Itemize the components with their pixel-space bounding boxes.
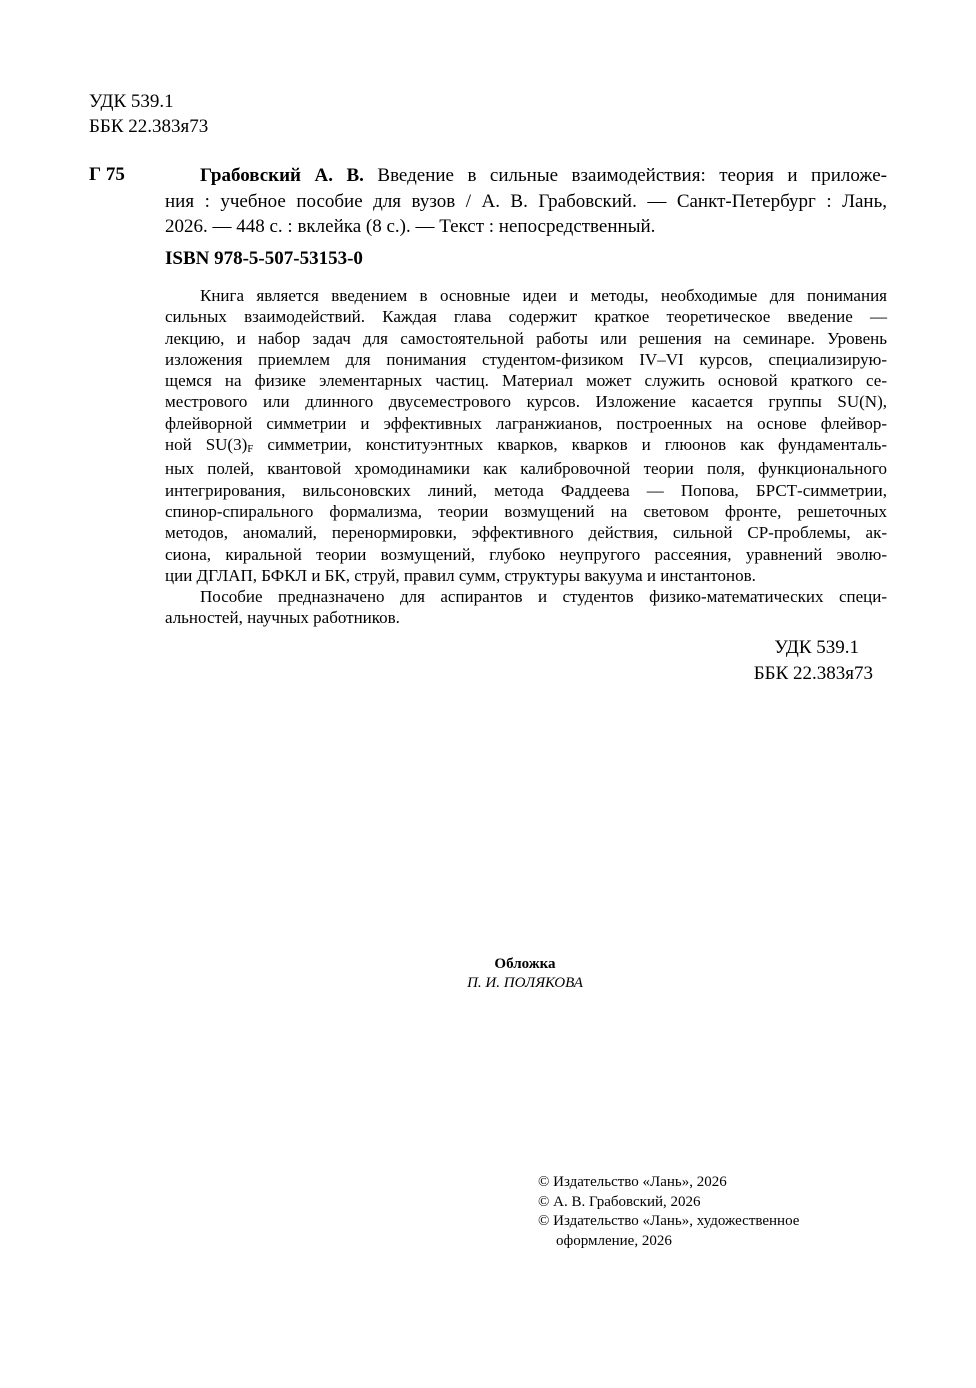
annotation-text: симметрии, конституэнтных кварков, кварков и глюонов как фундаменталь- (253, 435, 888, 455)
annotation-line (165, 434, 887, 458)
udk-bbk-header (89, 89, 208, 139)
cover-credit (400, 955, 650, 993)
annotation-line: лекцию, и набор задач для самостоятельной работы или решения на семинаре. Уровень (165, 328, 887, 348)
bib-line-2: ния : учебное пособие для вузов / А. В. Грабовский. — Санкт-Петербург : Лань, (165, 190, 887, 212)
flavor-subscript: F (247, 443, 254, 456)
annotation-line: альностей, научных работников. (165, 608, 400, 628)
annotation-line: флейворной симметрии и эффективных лагранжианов, построенных на основе флейвор- (165, 413, 887, 433)
annotation-line: интегрирования, вильсоновских линий, метода Фаддеева — Попова, БРСТ-симметрии, (165, 480, 887, 500)
bib-line-3: 2026. — 448 с. : вклейка (8 с.). — Текст : непосредственный. (165, 216, 656, 237)
copyright-line: © А. В. Грабовский, 2026 (538, 1193, 701, 1210)
annotation-line: местрового или длинного двусеместрового курсов. Изложение касается группы SU(N), (165, 392, 887, 412)
annotation-line: ных полей, квантовой хромодинамики как калибровочной теории поля, функционального (165, 459, 887, 479)
cover-designer: П. И. ПОЛЯКОВА (467, 975, 583, 991)
cover-label: Обложка (494, 956, 556, 972)
annotation-line: изложения приемлем для понимания студентом-физиком IV–VI курсов, специализирую- (165, 349, 887, 369)
book-title: Введение в сильные взаимодействия: теория и приложе- (377, 165, 888, 186)
annotation-text: ной SU(3) (165, 435, 248, 455)
udk-code-bottom: УДК 539.1 (774, 637, 859, 658)
annotation-line: ции ДГЛАП, БФКЛ и БК, струй, правил сумм, структуры вакуума и инстантонов. (165, 565, 756, 585)
author-name: Грабовский А. В. (200, 165, 364, 186)
udk-code: УДК 539.1 (89, 91, 174, 112)
copyright-notice (538, 1173, 799, 1251)
udk-bbk-footer (754, 635, 873, 686)
copyright-line: © Издательство «Лань», 2026 (538, 1174, 727, 1190)
isbn: ISBN 978-5-507-53153-0 (165, 248, 363, 269)
copyright-line: оформление, 2026 (556, 1232, 672, 1249)
annotation-line: Книга является введением в основные идеи и методы, необходимые для понимания (200, 286, 887, 305)
copyright-line: © Издательство «Лань», художественное (538, 1213, 800, 1229)
annotation-line: сильных взаимодействий. Каждая глава содержит краткое теоретическое введение — (165, 307, 887, 327)
bbk-code: ББК 22.383я73 (89, 116, 209, 137)
author-mark: Г 75 (89, 164, 125, 185)
bib-line-1 (165, 163, 887, 189)
annotation-line: щемся на физике элементарных частиц. Материал может служить основой краткого се- (165, 371, 887, 391)
annotation-line: сиона, киральной теории возмущений, глубоко неупругого рассеяния, уравнений эволю- (165, 544, 887, 564)
annotation-line: Пособие предназначено для аспирантов и студентов физико-математических специ- (200, 587, 887, 607)
annotation-line: спинор-спирального формализма, теории возмущений на световом фронте, решеточных (165, 501, 887, 521)
annotation-line: методов, аномалий, перенормировки, эффективного действия, сильной CP-проблемы, ак- (165, 523, 887, 543)
bbk-code-bottom: ББК 22.383я73 (753, 662, 873, 684)
bibliographic-record (165, 163, 887, 240)
annotation (165, 285, 887, 629)
